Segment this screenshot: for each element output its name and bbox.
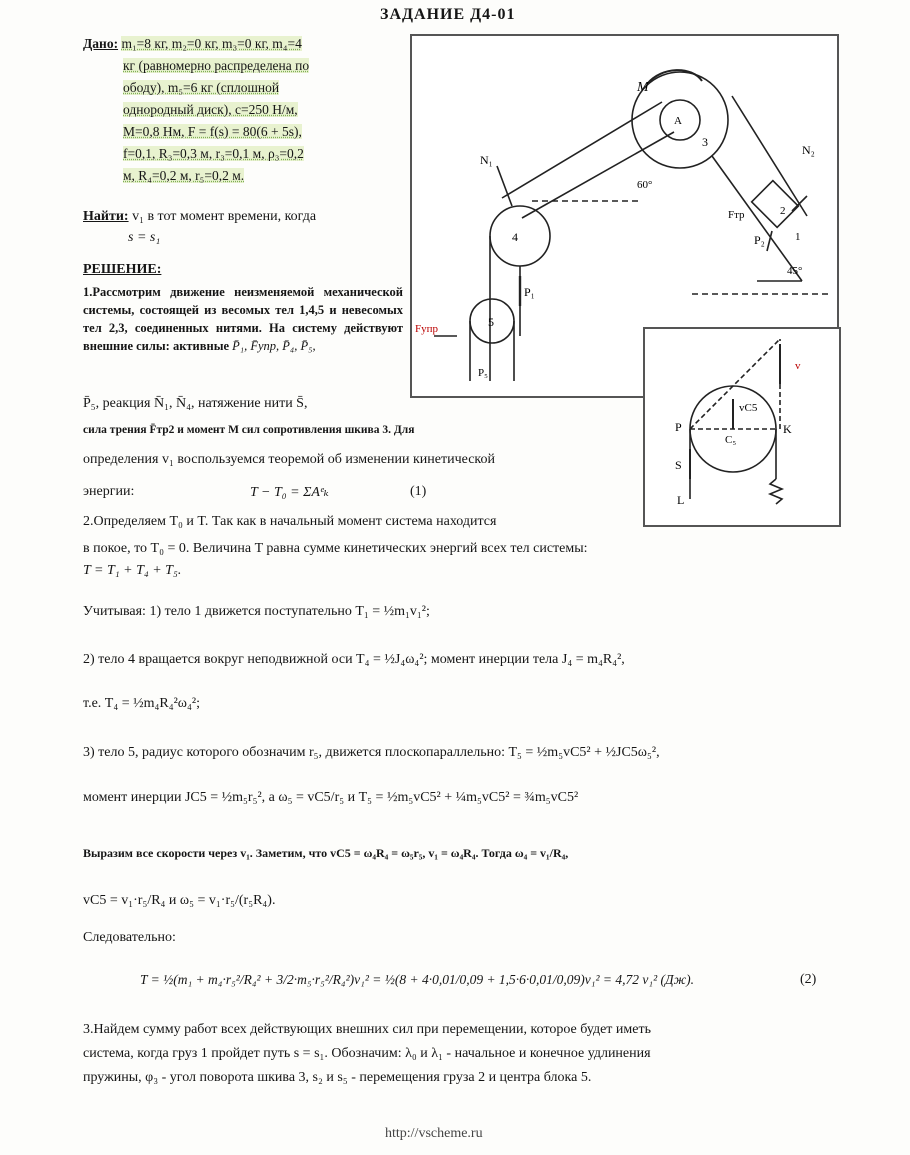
work-line-c: пружины, φ₃ - угол поворота шкива 3, s₂ и s₅ - перемещения груза 2 и центра блока 5. <box>83 1070 592 1085</box>
vc5-line: vC5 = v₁·r₅/R₄ и ω₅ = v₁·r₅/(r₅R₄). <box>83 893 276 908</box>
label-N1: N₁ <box>480 153 493 167</box>
solution-paragraph-1 <box>83 283 403 355</box>
inset-diagram <box>645 329 839 525</box>
theorem-line: определения v₁ воспользуемся теоремой об изменении кинетической <box>83 452 496 467</box>
label-N2: N₂ <box>802 143 815 157</box>
find-line: v₁ в тот момент времени, когда <box>132 209 317 224</box>
label-M: M <box>637 80 649 95</box>
find-block <box>83 206 408 248</box>
body5-line: 3) тело 5, радиус которого обозначим r₅, движется плоскопараллельно: T₅ = ½m₅vC5² + ½JC5ω₅², <box>83 745 660 760</box>
inset-label-S: S <box>675 458 682 472</box>
inset-label-P: P <box>675 420 682 434</box>
label-1: 1 <box>795 231 801 243</box>
work-line-a: 3.Найдем сумму работ всех действующих внешних сил при перемещении, которое будет иметь <box>83 1022 651 1037</box>
equation-1-number: (1) <box>410 484 427 499</box>
body4b-line: т.е. T₄ = ½m₄R₄²ω₄²; <box>83 696 200 711</box>
label-angle-60: 60° <box>637 179 653 191</box>
equation-2: T = ½(m₁ + m₄·r₅²/R₄² + 3/2·m₅·r₅²/R₄²)v₁² = ½(8 + 4·0,01/0,09 + 1,5·6·0,01/0,09)v₁² = 4,72 v₁² (Дж). <box>140 972 695 987</box>
equation-2-number: (2) <box>800 972 817 987</box>
solution-heading: РЕШЕНИЕ: <box>83 262 162 277</box>
inset-label-C5: C₅ <box>725 434 737 446</box>
given-line: ободу), m₅=6 кг (сплошной <box>123 80 280 95</box>
sum-line: T = T₁ + T₄ + T₅. <box>83 563 182 578</box>
find-line: s = s₁ <box>128 230 161 245</box>
label-Fupr: Fупр <box>415 323 439 335</box>
body1-line: Учитывая: 1) тело 1 движется поступательно T₁ = ½m₁v₁²; <box>83 604 430 619</box>
label-P2: P₂ <box>754 233 765 247</box>
wheel-4 <box>490 206 550 266</box>
express-line: Выразим все скорости через v₁. Заметим, что vC5 = ω₄R₄ = ω₅r₅, v₁ = ω₄R₄. Тогда ω₄ = v₁/R₄, <box>83 846 569 860</box>
inset-label-vc5: vC5 <box>739 402 758 414</box>
given-line: однородный диск), c=250 Н/м, <box>123 102 298 117</box>
body4-line: 2) тело 4 вращается вокруг неподвижной оси T₄ = ½J₄ω₄²; момент инерции тела J₄ = m₄R₄², <box>83 652 625 667</box>
body5b-line: момент инерции JC5 = ½m₅r₅², а ω₅ = vC5/r₅ и T₅ = ½m₅vC5² + ¼m₅vC5² = ¾m₅vC5² <box>83 790 579 805</box>
inset-label-v: v <box>795 360 801 372</box>
given-line: кг (равномерно распределена по <box>123 58 310 73</box>
label-A: A <box>674 115 682 127</box>
given-line: m₁=8 кг, m₂=0 кг, m₃=0 кг, m₄=4 <box>121 36 302 51</box>
inset-label-K: K <box>783 422 792 436</box>
footer-url: http://vscheme.ru <box>385 1126 483 1141</box>
given-line: f=0,1, R₃=0,3 м, r₃=0,1 м, ρ₃=0,2 <box>123 146 304 161</box>
find-label: Найти: <box>83 209 129 224</box>
given-line: M=0,8 Нм, F = f(s) = 80(6 + 5s), <box>123 124 302 139</box>
inset-figure <box>643 327 841 527</box>
work-line-b: система, когда груз 1 пройдет путь s = s₁. Обозначим: λ₀ и λ₁ - начальное и конечное удлинения <box>83 1046 651 1061</box>
given-line: м, R₄=0,2 м, r₅=0,2 м. <box>123 168 245 183</box>
para1-forces: P̄₁, F̄упр, P̄₄, P̄₅, <box>232 339 316 353</box>
label-P5: P₅ <box>478 367 488 379</box>
page-title: ЗАДАНИЕ Д4-01 <box>380 6 516 23</box>
label-2: 2 <box>780 205 786 217</box>
label-3: 3 <box>702 135 708 149</box>
label-P1: P₁ <box>524 285 535 299</box>
equation-1: T − T₀ = ΣAᵉₖ <box>250 485 329 500</box>
consequently-line: Следовательно: <box>83 930 176 945</box>
reactions-line: P̄₅, реакция N̄₁, N̄₄, натяжение нити S̄, <box>83 396 308 411</box>
label-4: 4 <box>512 230 518 244</box>
inset-label-L: L <box>677 493 685 507</box>
para1-text: 1.Рассмотрим движение неизменяемой механической системы, состоящей из весомых тел 1,4,5 и невесомых тел 2,3, соединенных нитями. На систему действуют внешние силы: активные <box>83 285 403 353</box>
label-Ftr: Fтр <box>728 209 745 221</box>
given-block <box>83 33 413 187</box>
label-5: 5 <box>488 315 494 329</box>
rest-line: в покое, то T₀ = 0. Величина T равна сумме кинетических энергий всех тел системы: <box>83 541 588 556</box>
label-angle-45: 45° <box>787 265 803 277</box>
friction-line: сила трения F̄тр2 и момент M сил сопротивления шкива 3. Для <box>83 424 415 436</box>
given-label: Дано: <box>83 36 119 51</box>
define-line: 2.Определяем T₀ и T. Так как в начальный момент система находится <box>83 514 497 529</box>
theorem-line-b: энергии: <box>83 484 135 499</box>
